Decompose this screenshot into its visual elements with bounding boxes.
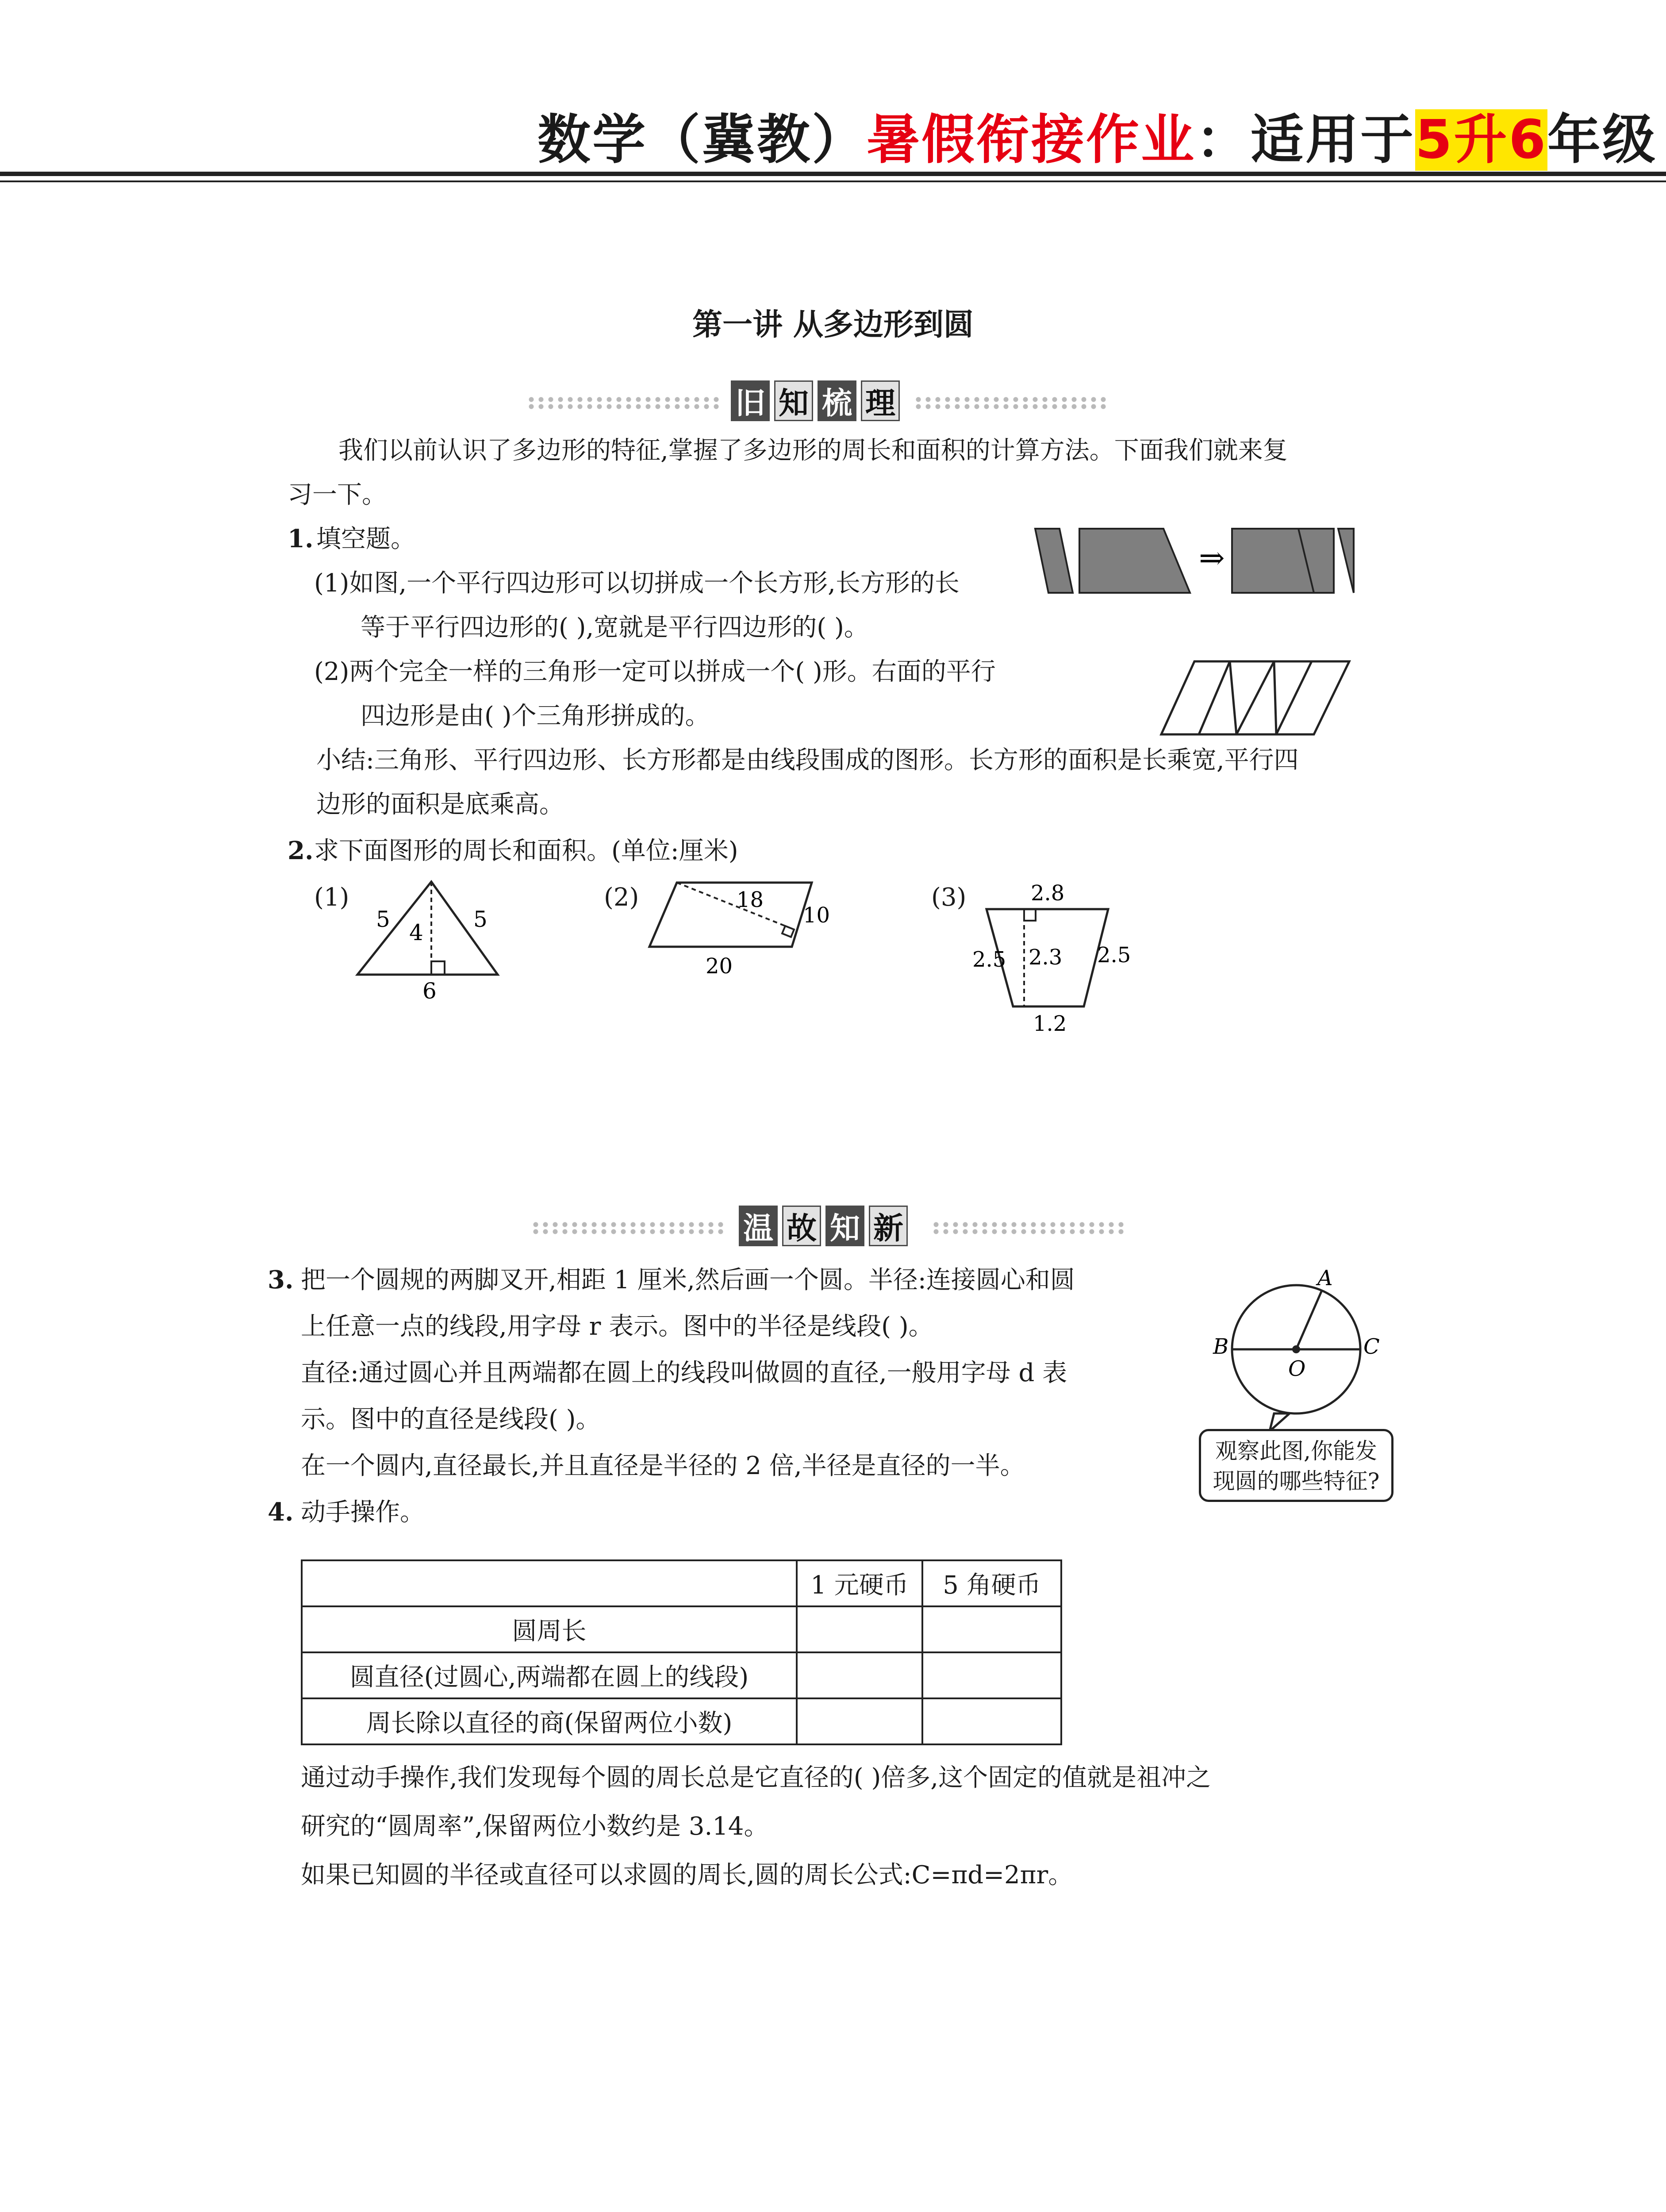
- header-applies: ：适用于: [1196, 109, 1415, 171]
- parallelogram-side-value: 10: [803, 903, 830, 928]
- q2-number: 2.: [288, 836, 314, 865]
- table-header-cell: 1 元硬币: [797, 1560, 922, 1606]
- table-input-cell[interactable]: [922, 1652, 1061, 1698]
- table-input-cell[interactable]: [797, 1698, 922, 1744]
- table-cell: 圆周长: [302, 1606, 797, 1652]
- q2-fig3-label: (3): [931, 883, 967, 912]
- table-cell: 周长除以直径的商(保留两位小数): [302, 1698, 797, 1744]
- banner-dots-left: [526, 396, 721, 409]
- banner-char: 温: [739, 1206, 778, 1246]
- q1-part1-line1: (1)如图,一个平行四边形可以切拼成一个长方形,长方形的长: [314, 569, 960, 598]
- table-row: [302, 1606, 1061, 1652]
- q3-line1: 把一个圆规的两脚叉开,相距 1 厘米,然后画一个圆。半径:连接圆心和圆: [301, 1266, 1075, 1294]
- parallelogram-base-value: 20: [706, 954, 733, 979]
- header-homework: 暑假衔接作业: [867, 109, 1196, 171]
- intro-line-1: 我们以前认识了多边形的特征,掌握了多边形的周长和面积的计算方法。下面我们就来复: [338, 436, 1288, 465]
- q1-summary-line1: 小结:三角形、平行四边形、长方形都是由线段围成的图形。长方形的面积是长乘宽,平行四: [316, 746, 1299, 775]
- section-banner-new: [0, 1203, 1666, 1252]
- banner-dots-right: [931, 1221, 1126, 1234]
- banner-char: 知: [825, 1206, 864, 1246]
- section-banner-review: [0, 378, 1666, 427]
- banner-chars: [731, 380, 900, 421]
- banner-char: 故: [782, 1206, 821, 1246]
- q3-number: 3.: [268, 1265, 294, 1294]
- q4-text2: 研究的“圆周率”,保留两位小数约是 3.14。: [301, 1812, 769, 1841]
- table-header-row: [302, 1560, 1061, 1606]
- q4-text1: 通过动手操作,我们发现每个圆的周长总是它直径的( )倍多,这个固定的值就是祖冲之: [301, 1763, 1211, 1792]
- q1-part1-line2: 等于平行四边形的( ),宽就是平行四边形的( )。: [361, 613, 869, 642]
- banner-char: 知: [774, 380, 813, 421]
- header-grade: 5升6: [1415, 109, 1547, 171]
- q2-title: 求下面图形的周长和面积。(单位:厘米): [314, 837, 738, 865]
- q3-line5: 在一个圆内,直径最长,并且直径是半径的 2 倍,半径是直径的一半。: [301, 1452, 1025, 1480]
- header-subject: 数学（冀教）: [537, 109, 867, 171]
- parallelogram-to-rectangle-figure: [1031, 524, 1358, 599]
- q1-summary-line2: 边形的面积是底乘高。: [316, 790, 564, 819]
- coin-measurement-table: [301, 1559, 1062, 1745]
- trapezoid-figure: [964, 878, 1150, 1042]
- banner-dots-left: [531, 1221, 726, 1234]
- triangle-height: 4: [409, 920, 423, 945]
- q4-title: 动手操作。: [301, 1498, 425, 1527]
- lesson-title: 第一讲 从多边形到圆: [692, 307, 974, 342]
- banner-char: 旧: [731, 380, 770, 421]
- arrow-icon: ⇒: [1199, 540, 1225, 576]
- parallelogram-figure: [641, 878, 836, 984]
- point-a-label: A: [1317, 1266, 1333, 1290]
- table-row: [302, 1652, 1061, 1698]
- triangles-parallelogram-figure: [1159, 659, 1354, 739]
- header-rule-thin: [0, 180, 1666, 182]
- q1-title: 填空题。: [316, 525, 415, 553]
- q1-part2-line1: (2)两个完全一样的三角形一定可以拼成一个( )形。右面的平行: [314, 657, 996, 686]
- bubble-line-2: 现圆的哪些特征?: [1213, 1468, 1380, 1494]
- intro-line-2: 习一下。: [288, 480, 387, 509]
- table-cell: 圆直径(过圆心,两端都在圆上的线段): [302, 1652, 797, 1698]
- table-input-cell[interactable]: [922, 1698, 1061, 1744]
- triangle-left-side: 5: [376, 906, 390, 932]
- table-input-cell[interactable]: [797, 1652, 922, 1698]
- table-header-cell: 5 角硬币: [922, 1560, 1061, 1606]
- q4-number: 4.: [268, 1498, 294, 1527]
- banner-char: 新: [869, 1206, 908, 1246]
- banner-char: 梳: [818, 380, 856, 421]
- triangle-right-side: 5: [473, 906, 488, 932]
- q1-part2-line2: 四边形是由( )个三角形拼成的。: [361, 702, 710, 730]
- trapezoid-top: 2.8: [1031, 881, 1065, 906]
- header-grade-suffix: 年级: [1547, 109, 1657, 171]
- q2-fig2-label: (2): [604, 883, 639, 912]
- q3-line4: 示。图中的直径是线段( )。: [301, 1405, 601, 1434]
- table-input-cell[interactable]: [797, 1606, 922, 1652]
- banner-chars: [739, 1206, 908, 1246]
- banner-char: 理: [861, 380, 900, 421]
- speech-bubble: [1199, 1429, 1393, 1502]
- q1-number: 1.: [288, 524, 314, 553]
- circle-figure: [1203, 1265, 1398, 1442]
- table-header-cell: [302, 1560, 797, 1606]
- header-rule-thick: [0, 172, 1666, 176]
- bubble-line-1: 观察此图,你能发: [1215, 1438, 1377, 1464]
- page-header: [0, 0, 1666, 186]
- point-b-label: B: [1213, 1334, 1229, 1359]
- header-title: [537, 97, 1657, 173]
- parallelogram-height-value: 18: [737, 887, 764, 912]
- trapezoid-right: 2.5: [1097, 943, 1131, 968]
- table-input-cell[interactable]: [922, 1606, 1061, 1652]
- trapezoid-left: 2.5: [972, 947, 1006, 972]
- point-c-label: C: [1363, 1334, 1380, 1359]
- q3-line3: 直径:通过圆心并且两端都在圆上的线段叫做圆的直径,一般用字母 d 表: [301, 1359, 1067, 1387]
- trapezoid-bottom: 1.2: [1033, 1011, 1067, 1036]
- q2-fig1-label: (1): [314, 883, 349, 912]
- q4-text3: 如果已知圆的半径或直径可以求圆的周长,圆的周长公式:C=πd=2πr。: [301, 1861, 1073, 1889]
- trapezoid-height: 2.3: [1029, 945, 1063, 970]
- triangle-figure: [349, 878, 513, 1006]
- triangle-base: 6: [422, 978, 437, 1004]
- center-o-label: O: [1288, 1356, 1306, 1381]
- table-row: [302, 1698, 1061, 1744]
- q3-line2: 上任意一点的线段,用字母 r 表示。图中的半径是线段( )。: [301, 1312, 933, 1341]
- banner-dots-right: [914, 396, 1108, 409]
